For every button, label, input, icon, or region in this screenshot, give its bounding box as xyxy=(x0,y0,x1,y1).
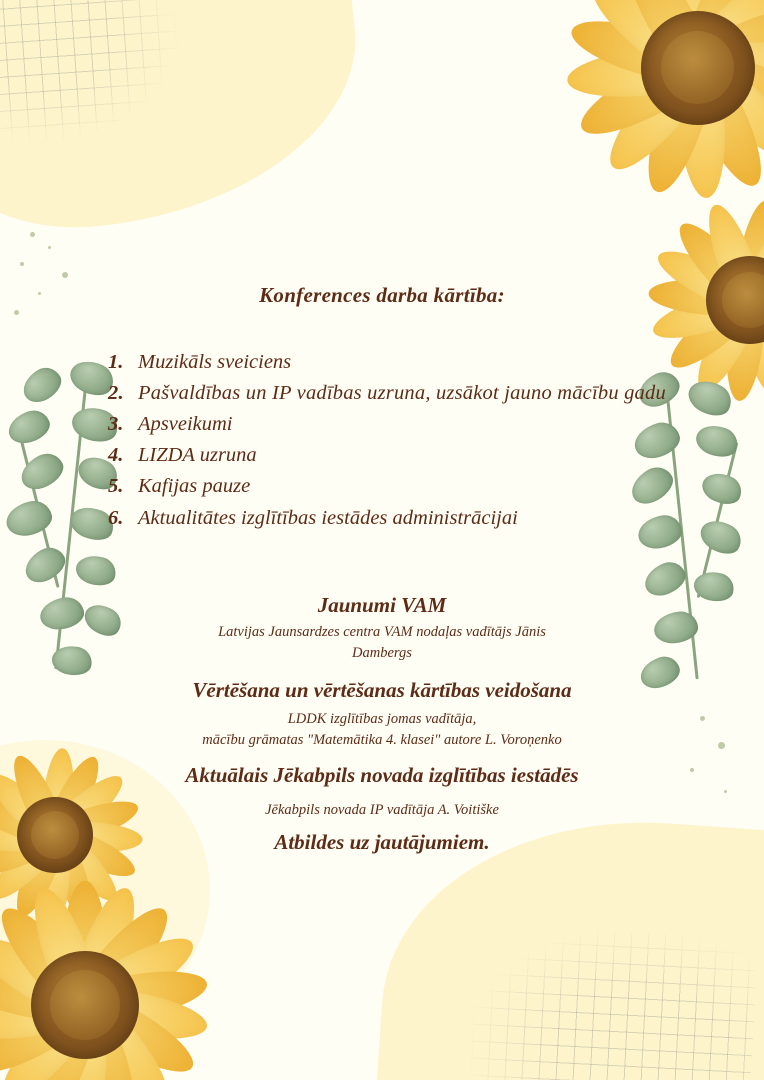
closing-line: Atbildes uz jautājumiem. xyxy=(274,830,490,854)
page-title: Konferences darba kārtība: xyxy=(259,283,505,307)
section-speaker-aktualais: Jēkabpils novada IP vadītāja A. Voitiške xyxy=(265,802,499,818)
section-heading-vertesana: Vērtēšana un vērtēšanas kārtības veidošana xyxy=(192,678,572,702)
section-speaker-vertesana xyxy=(60,709,704,751)
list-item: LIZDA uzruna xyxy=(138,444,257,467)
list-item: Apsveikumi xyxy=(138,413,233,436)
speaker-line: Latvijas Jaunsardzes centra VAM nodaļas vadītājs Jānis xyxy=(218,624,546,640)
list-item: Kafijas pauze xyxy=(138,475,251,498)
speaker-line: LDDK izglītības jomas vadītāja, xyxy=(287,711,477,727)
section-heading-aktualais: Aktuālais Jēkabpils novada izglītības iestādēs xyxy=(185,763,579,787)
section-heading-jaunumi-vam: Jaunumi VAM xyxy=(317,593,447,617)
list-item: Pašvaldības un IP vadības uzruna, uzsākot jauno mācību gadu xyxy=(138,382,666,405)
list-item: Muzikāls sveiciens xyxy=(138,351,292,373)
section-speaker-jaunumi-vam xyxy=(60,622,704,664)
agenda-list xyxy=(108,348,688,535)
speaker-line: Dambergs xyxy=(352,645,412,662)
list-item: Aktualitātes izglītības iestādes administrācijai xyxy=(138,506,518,529)
speaker-line: mācību grāmatas "Matemātika 4. klasei" autore L. Voroņenko xyxy=(202,732,562,749)
